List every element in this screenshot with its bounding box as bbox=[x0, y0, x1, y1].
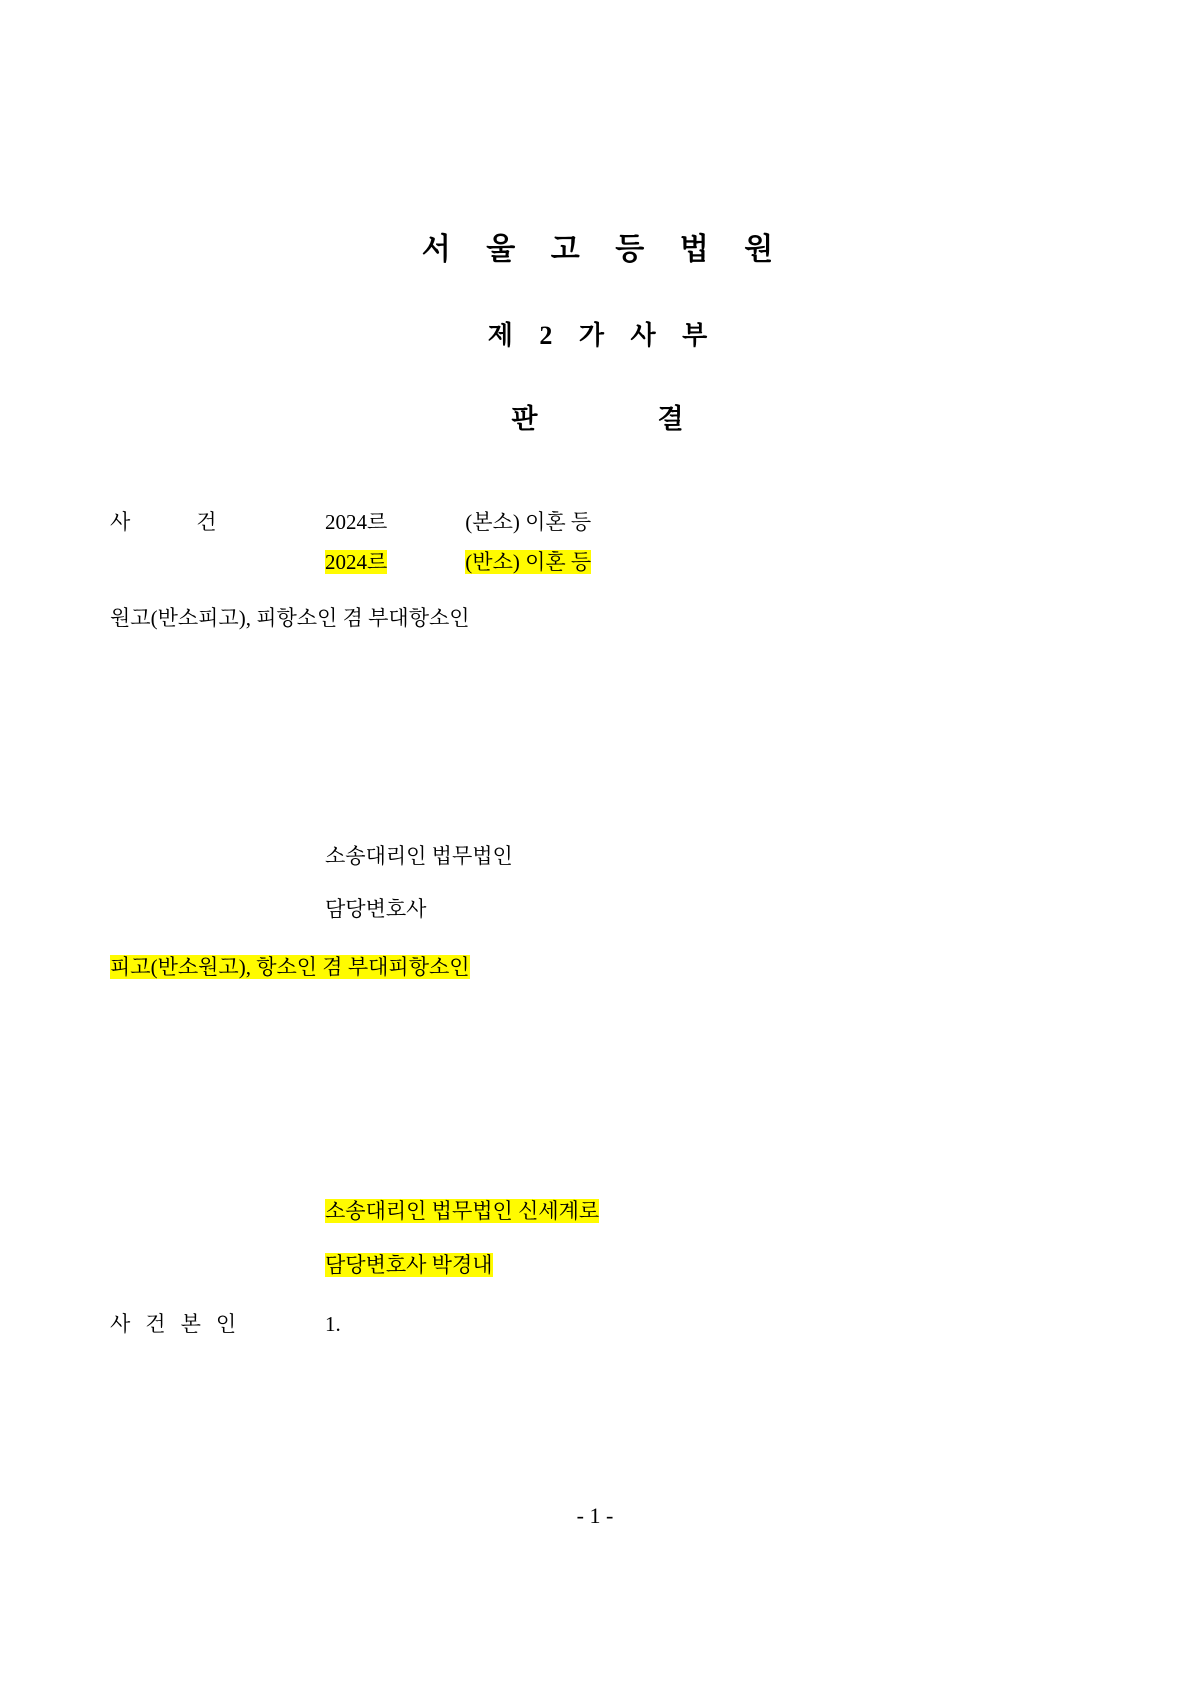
plaintiff-counsel-firm: 소송대리인 법무법인 bbox=[325, 844, 513, 869]
document-kind bbox=[110, 403, 1085, 435]
defendant-counsel-attorney-text: 담당변호사 박경내 bbox=[325, 1253, 493, 1278]
case-number-primary: 2024르 bbox=[325, 509, 388, 534]
defendant-counsel-firm-text: 소송대리인 법무법인 신세계로 bbox=[325, 1198, 600, 1223]
defendant-counsel-firm bbox=[325, 1197, 1085, 1225]
defendant-label-text: 피고(반소원고), 항소인 겸 부대피항소인 bbox=[110, 954, 470, 979]
case-person-row bbox=[110, 1310, 1085, 1338]
case-person-label bbox=[110, 1310, 325, 1338]
page-number: - 1 - bbox=[576, 1503, 614, 1528]
case-label-char-1: 사 bbox=[110, 509, 131, 534]
person-label-char-4: 인 bbox=[215, 1311, 237, 1336]
plaintiff-counsel-attorney: 담당변호사 bbox=[325, 896, 427, 921]
page-content bbox=[110, 0, 1085, 1682]
case-type-primary: (본소) 이혼 등 bbox=[465, 509, 592, 534]
case-value-primary bbox=[325, 508, 591, 536]
document-kind-left: 판 bbox=[511, 404, 538, 435]
case-person-value: 1. bbox=[325, 1311, 341, 1336]
court-name: 서 울 고 등 법 원 bbox=[421, 233, 788, 266]
case-value-counterclaim bbox=[325, 548, 591, 576]
plaintiff-label: 원고(반소피고), 피항소인 겸 부대항소인 bbox=[110, 606, 470, 631]
person-label-char-1: 사 bbox=[110, 1311, 131, 1336]
court-division: 제 2 가 사 부 bbox=[487, 321, 718, 350]
person-label-char-2: 건 bbox=[145, 1311, 166, 1336]
case-label-char-2: 건 bbox=[196, 509, 217, 534]
case-row-counterclaim bbox=[110, 548, 1085, 576]
case-type-counterclaim: (반소) 이혼 등 bbox=[465, 549, 592, 574]
document-kind-right: 결 bbox=[657, 404, 684, 435]
case-number-counterclaim: 2024르 bbox=[325, 549, 388, 574]
defendant-label bbox=[110, 951, 1085, 981]
case-row-primary bbox=[110, 508, 1085, 536]
person-label-char-3: 본 bbox=[180, 1311, 201, 1336]
case-label bbox=[110, 508, 325, 536]
defendant-counsel-attorney bbox=[325, 1251, 1085, 1279]
